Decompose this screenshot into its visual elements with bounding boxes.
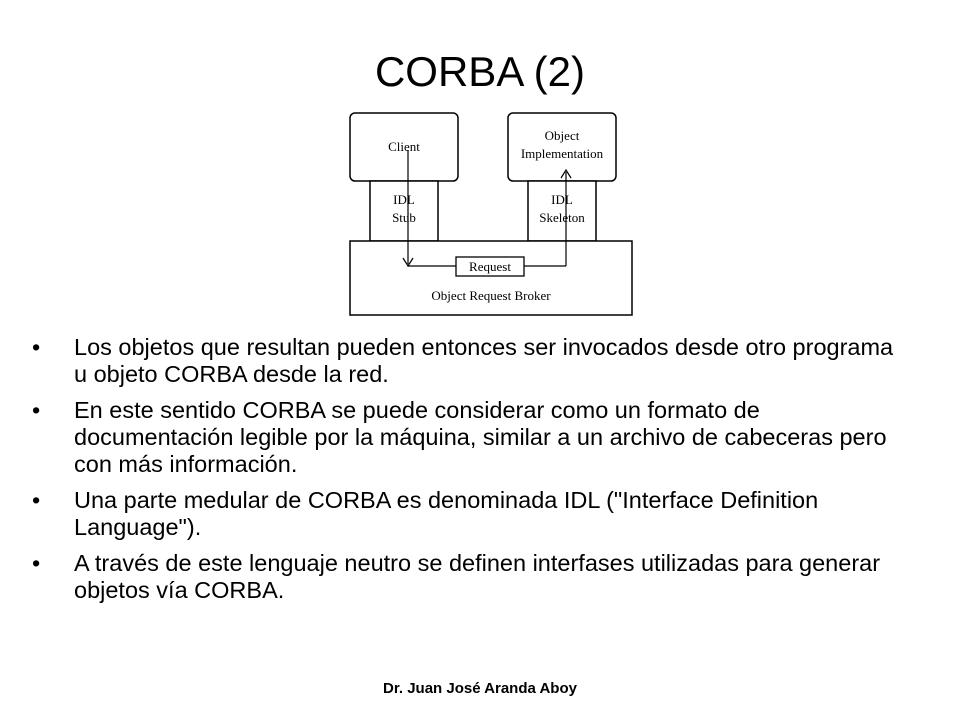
object-impl-label-line2: Implementation (520, 146, 604, 161)
orb-label: Object Request Broker (431, 288, 551, 303)
bullet-item: • En este sentido CORBA se puede considerar como un formato de documentación legible por la máquina, similar a un archivo de cabeceras pero con más información. (32, 397, 912, 478)
request-label: Request (469, 259, 511, 274)
idl-stub-box (370, 181, 438, 241)
idl-stub-label-line1: IDL (393, 192, 415, 207)
slide-title: CORBA (2) (374, 48, 586, 95)
orb-box (350, 241, 632, 315)
idl-stub-label-line2: Stub (392, 210, 416, 225)
idl-skeleton-box (528, 181, 596, 241)
bullet-list (32, 334, 912, 613)
object-impl-label-line1: Object (544, 128, 580, 143)
bullet-item: • A través de este lenguaje neutro se definen interfases utilizadas para generar objetos vía CORBA. (32, 550, 912, 604)
slide-footer-author: Dr. Juan José Aranda Aboy (383, 680, 577, 697)
bullet-item: • Los objetos que resultan pueden entonces ser invocados desde otro programa u objeto CORBA desde la red. (32, 334, 912, 388)
corba-architecture-diagram (346, 108, 636, 320)
object-implementation-box (508, 113, 616, 181)
bullet-item: • Una parte medular de CORBA es denominada IDL ("Interface Definition Language"). (32, 487, 912, 541)
idl-skeleton-label-line2: Skeleton (539, 210, 585, 225)
client-label: Client (388, 139, 420, 154)
request-box (456, 257, 524, 276)
idl-skeleton-label-line1: IDL (551, 192, 573, 207)
client-box (350, 113, 458, 181)
